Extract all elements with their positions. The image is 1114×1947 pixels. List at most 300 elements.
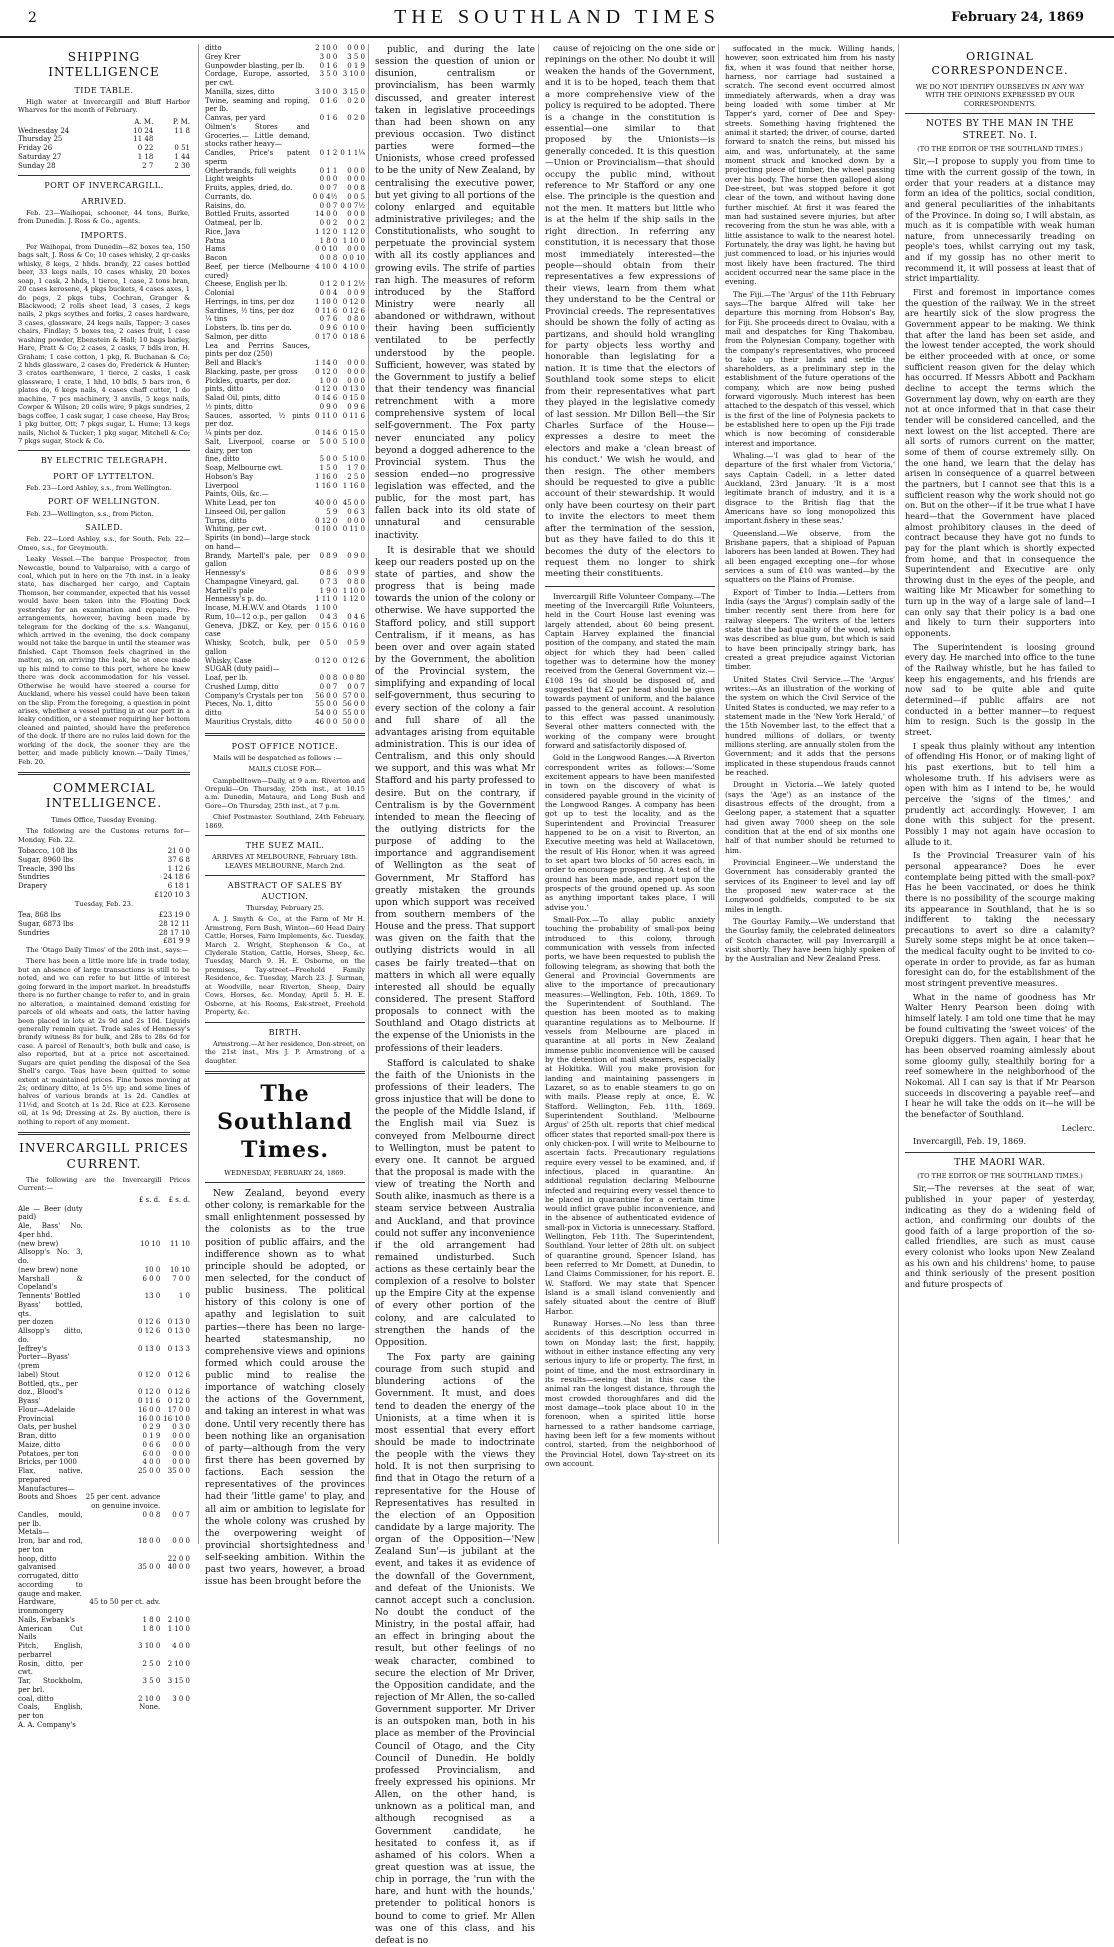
price-cell: Oilmen's Stores and Groceries.— Little demand, stocks rather heavy— — [205, 122, 310, 149]
price-cell: 0 9 6 — [319, 324, 338, 332]
price-cell — [337, 604, 365, 613]
price-cell: 0 0 7 — [172, 1510, 190, 1519]
price-cell: Ale — Beer (duty paid) — [18, 1204, 83, 1222]
customs-intro: The following are the Customs returns for—Monday, Feb. 22. — [18, 827, 190, 844]
price-cell: Sardines, ½ tins, per doz — [205, 306, 294, 315]
price-row — [205, 604, 365, 613]
price-row — [205, 97, 365, 115]
customs-monday-cell: 37 6 8 — [167, 855, 190, 864]
price-cell: 0 0 0 — [172, 1449, 190, 1458]
price-cell: Colonial — [205, 289, 235, 297]
price-row — [205, 552, 365, 570]
tide-intro: High water at Invercargill and Bluff Harbor Wharves for the month of February. — [18, 97, 190, 115]
price-cell: 0 0 8 — [319, 254, 338, 262]
price-cell — [83, 1248, 161, 1266]
price-cell — [160, 1703, 190, 1721]
price-row — [205, 482, 365, 491]
price-cell: doz., Blood's — [18, 1388, 63, 1397]
price-cell: 16 10 0 — [163, 1414, 190, 1423]
price-cell: Crushed Lump, ditto — [205, 682, 279, 691]
price-cell: Bacon — [205, 254, 227, 262]
customs-monday-row — [18, 873, 190, 882]
price-cell: according to gauge and maker. — [18, 1580, 83, 1598]
price-cell: Oatmeal, per lb. — [205, 219, 263, 227]
price-cell: Coals, English, per ton — [18, 1703, 83, 1721]
tide-cell: 2 30 — [174, 161, 190, 170]
price-cell: 0 8 6 — [319, 569, 338, 577]
price-cell: 0 12 0 — [138, 1370, 161, 1379]
price-cell: Incase, M.H.W.V. and Otards — [205, 604, 307, 612]
price-cell: 22 0 0 — [167, 1554, 190, 1563]
auction-date: Thursday, February 25. — [246, 903, 324, 912]
mails-close-label: MAILS CLOSE FOR— — [248, 765, 322, 774]
price-cell: 0 1 6 — [319, 96, 338, 105]
price-cell — [160, 1721, 190, 1730]
price-cell — [18, 1502, 83, 1511]
customs-tuesday-cell: 28 17 10 — [158, 928, 190, 937]
commercial-heading: COMMERCIAL INTELLIGENCE. — [45, 781, 163, 811]
price-row — [205, 473, 365, 482]
leader-opening: New Zealand, beyond every other colony, is remarkable for the small enlightenment possessed by the colonists as to the true position of public affairs, and the indifference shown as to what principle should be adopted, or men selected, for the conduct of public business. The political history of this colony is one of apathy and legislation to suit parties—there has been no large-hearted statesmanship, no comprehensive views and opinions formed which could arouse the public mind to realise the importance of watching closely the actions of the Government, and taking an interest in what was done. Until very recently there has been nothing like an organisation of party—although from the very first there has been governed by factions. Each session the representatives of the provinces had their 'little game' to play, and all aim or ambition to legislate for the whole colony was crushed by the overpowering weight of provincial shortsightedness and self-seeking ambition. Within the past two years, however, a broad issue has been brought before the — [205, 1188, 365, 1588]
tide-cell — [153, 135, 190, 144]
correspondence-heading: ORIGINAL CORRESPONDENCE. — [931, 50, 1069, 78]
price-cell: Marshall & Copeland's — [18, 1274, 83, 1292]
runaway-horses-article: Runaway Horses.—No less than three accidents of this description occurred in town on Monday last; the first, happily, without in either instance effecting any very serious injury to life or property. The first, in point of time, and the most extraordinary in its results—seeing that in this case the animal ran the longest distance, through the most crowded thoroughfares and did the most damage—took place about 10 in the forenoon, when a spirited little horse harnessed to a rather handsome carriage, having been left for a few moments without control, started, from the neighborhood of the Provincial Hotel, down Tay-street on its own account. — [545, 1319, 715, 1469]
leader-continued: cause of rejoicing on the one side or repinings on the other. No doubt it will weaken the hands of the Government, and it is to be hoped, teach them that a more comprehensive view of the policy is required to be adopted. There is a change in the constitution is essential—one similar to that proposed by the Unionists—is generally conceded. It is this question—Union or Provincialism—that should occupy the public mind, without reference to Mr Stafford or any one else. The principle is the question and not the men. It matters but little who is at the helm if the ship sails in the right direction. In referring any constitution, it is necessary that those most immediately interested—the people—should obtain from their representatives a few expressions of their views, learn from them what they understand to be the Central or Provincial creeds. The representatives should be shown the folly of acting as partizans, and should hold wrangling for party objects less worthy and honorable than legislating for a nation. It is time that the electors of Southland took some steps to elicit from their representatives what part they played in the legislative comedy of last session. Mr Dillon Bell—the Sir Charles Surface of the House—expresses a desire to meet the electors and make a 'clean breast of his conduct.' We wish he would, and then resign. The other members should be requested to give a public account of their stewardship. It would only have been courtesy on their part to invite the electors to meet them after the termination of the session, but as they have failed to do this it becomes the duty of the electors to request them no longer to shirk meeting their constituents. — [545, 44, 715, 580]
price-row — [205, 429, 365, 438]
price-cell: 4 10 0 — [342, 262, 365, 271]
price-cell: 0 2 0 — [347, 96, 365, 105]
price-row — [205, 692, 365, 701]
price-cell: (new brew) — [18, 1239, 59, 1248]
price-cell: Herrings, in tins, per doz — [205, 297, 295, 306]
price-row — [18, 1616, 190, 1625]
otago-text: There has been a little more life in trade today, but an absence of large transactions is still to be noted, and we can refer to but little of interest going forward in the import market. In breadstuffs there is no further change to refer to, and in grain no alteration, a maintained demand existing for parcels of old wheats and oats, the latter having been placed in lots at 2s 9d and 2s 10d. Liquids generally remain quiet. Trade sales of Hennessy's brandy witness 8s for bulk, and 28s to 28s 6d for case. A parcel of Renault's, both bulk and case, is also reported, but at a price not ascertained. Sugars are quiet pending the disposal of the Sea Shell's cargo. Teas have been quitted to some extent at maintained prices. Fine boxes moving at 2s; ordinary ditto, at 1s 5½ up; and some lines of halves of various brands at 1s 2d. Candles at 11½d, and Scotch at 1s 2d. Rice at £23. Kerosene oil, at 1s 9d; Dressing at 2s. By auction, there is nothing to report of any moment. — [18, 957, 190, 1126]
price-row — [205, 490, 365, 499]
customs-monday-row — [18, 865, 190, 874]
tide-cell: 0 22 — [137, 144, 154, 153]
customs-monday-cell: 21 0 0 — [167, 847, 190, 856]
price-row — [18, 1660, 190, 1678]
price-cell: fine, ditto — [205, 455, 240, 464]
price-cell: 5 9 — [326, 507, 338, 516]
notes-place: Invercargill, Feb. 19, 1869. — [913, 1136, 1027, 1147]
price-row — [205, 324, 365, 333]
customs-tuesday-row — [18, 929, 190, 938]
price-cell: galvanised corrugated, ditto — [18, 1563, 79, 1581]
prices-col-item — [18, 1196, 83, 1205]
customs-tuesday-cell: 28 12 11 — [158, 919, 190, 928]
price-row — [205, 403, 365, 412]
price-cell: Flour—Adelaide — [18, 1405, 76, 1414]
price-cell: Turps, ditto — [205, 516, 247, 525]
price-cell: 2 10 0 — [315, 44, 338, 52]
page-header — [0, 0, 1114, 38]
price-cell: 40 0 0 — [315, 499, 338, 507]
price-row — [18, 1275, 190, 1293]
price-cell: (new brew) none — [18, 1265, 78, 1274]
tide-cell: Saturday 27 — [18, 152, 62, 161]
price-row — [18, 1423, 190, 1432]
price-cell: Rosin, ditto, per cwt. — [18, 1659, 83, 1677]
price-cell: Soap, Melbourne cwt. — [205, 464, 284, 472]
price-cell: 0 0 7 — [319, 682, 338, 691]
price-cell: 0 11 6 — [138, 1397, 161, 1406]
price-cell — [160, 1380, 190, 1389]
price-cell: 1 10 0 — [315, 604, 338, 612]
price-cell: 0 7 6 — [319, 315, 338, 324]
price-cell: 50 0 0 — [342, 717, 365, 726]
price-cell: 0 0 0 — [172, 1458, 190, 1467]
price-cell: 0 12 6 — [138, 1318, 161, 1327]
price-cell: 1 10 0 — [342, 236, 365, 245]
price-cell: Nails, Ewbank's — [18, 1615, 75, 1624]
price-cell: Candles, Price's patent sperm — [205, 149, 310, 166]
price-cell: 0 12 0 — [138, 1388, 161, 1397]
divider — [205, 835, 365, 836]
customs-monday-cell: 6 18 1 — [167, 882, 190, 891]
price-cell: 2 5 0 — [142, 1659, 161, 1668]
price-row — [205, 167, 365, 176]
price-cell: 1 12 0 — [315, 227, 338, 236]
price-cell — [83, 1222, 161, 1240]
price-cell: 0 12 6 — [138, 1327, 161, 1336]
price-row — [205, 88, 365, 97]
price-cell: Boots and Shoes — [18, 1493, 77, 1502]
price-row — [18, 1205, 190, 1223]
drought-article: Drought in Victoria.—We lately quoted (says the 'Age') as an instance of the disastrous effects of the drought, from a Geelong paper, a statement that a squatter had given away 7000 sheep on the sole condition that at the end of six months one half of that number should be returned to him. — [725, 780, 895, 855]
maori-war-text: Sir,—The reverses at the seat of war, published in your paper of yesterday, indicating as they do a widening field of action, and confirming our doubts of the good faith of a large proportion of the so-called friendlies, are such as must cause every colonist who looks upon New Zealand as his own and his childrens' home, to pause and think seriously of the present position and future prospects of — [905, 1183, 1095, 1290]
price-row — [18, 1371, 190, 1380]
price-cell: Porter—Byass' (prem — [18, 1353, 70, 1371]
price-row — [205, 534, 365, 552]
masthead: The Southland Times. — [217, 1081, 353, 1164]
price-cell: 0 0 10 — [342, 254, 365, 262]
price-cell: 0 14 6 — [315, 429, 338, 437]
price-cell: 2 10 0 — [167, 1659, 190, 1668]
price-cell: ditto — [205, 44, 222, 52]
price-row — [205, 219, 365, 228]
suez-text: ARRIVES AT MELBOURNE, February 18th. LEAVES MELBOURNE, March 2nd. — [211, 853, 358, 870]
price-cell — [337, 665, 365, 674]
price-row — [205, 613, 365, 622]
price-cell: 45 to 50 per ct. adv. — [89, 1598, 161, 1607]
prices-intro: The following are the Invercargill Prices Current:— — [18, 1175, 190, 1193]
price-cell: Manilla, sizes, ditto — [205, 87, 275, 96]
price-row — [205, 587, 365, 596]
price-cell: 3 0 0 — [319, 52, 338, 61]
price-cell: 0 0 0 — [172, 1537, 190, 1546]
price-cell: Hobson's Bay — [205, 472, 254, 481]
price-cell: Rum, 10—12 o.p., per gallon — [205, 612, 307, 621]
divider — [18, 450, 190, 451]
price-cell: 0 15 0 — [342, 429, 365, 437]
price-row — [18, 1511, 190, 1529]
price-cell: 3 5 0 — [142, 1677, 161, 1686]
price-cell: 1 5 0 — [319, 464, 338, 472]
price-cell: 5 0 0 — [319, 437, 338, 446]
price-cell: Hardware, ironmongery — [18, 1598, 64, 1616]
runaway-continued: suffocated in the muck. Willing hands, however, soon extricated him from his nasty fix, when it was found that neither horse, harness, nor carriage had sustained a scratch. The second event occurred almost immediately afterwards, when a dray was being loaded with some timber at Mr Tapper's yard, corner of Dee and Spey-streets. Something having frightened the animal it started; the driver, of course, darted forward to snatch the reins, but missed his aim, and was, unfortunately, at the same moment struck and knocked down by a projecting piece of timber, the wheel passing over his body. The horse then galloped along Dee-street, but was stopped before it got clear of the town, and without having done further mischief. At first it was feared the man had sustained severe injuries, but after recovering from the stun he was able, with a little assistance to walk to the nearest hotel. Fortunately, the dray was light, he having but just commenced to load, or his injuries would most likely have been fractured. The third accident occurred near the same place in the evening. — [725, 44, 895, 287]
price-cell: 35 0 0 — [138, 1563, 161, 1572]
price-cell: Tennents' Bottled — [18, 1292, 81, 1301]
price-cell: hoop, ditto — [18, 1554, 57, 1563]
tide-cell: Friday 26 — [18, 144, 53, 153]
price-cell — [310, 123, 338, 149]
maori-to-editor: (TO THE EDITOR OF THE SOUTHLAND TIMES.) — [917, 1171, 1083, 1180]
price-cell — [160, 1353, 190, 1371]
price-row — [205, 368, 365, 377]
price-cell: 0 13 0 — [138, 1344, 161, 1353]
price-cell: Byass' bottled, qts. — [18, 1300, 83, 1318]
price-cell — [160, 1301, 190, 1319]
wellington-sailed: Feb. 22—Lord Ashley, s.s., for South. Feb. 22—Omeo, s.s., for Greymouth. — [18, 535, 190, 552]
price-row — [18, 1406, 190, 1415]
price-cell: Light weights — [205, 175, 254, 184]
price-cell: 0 9 0 — [347, 551, 365, 560]
price-cell: 3 10 0 — [342, 70, 365, 79]
notes-para-6: What in the name of goodness has Mr Walter Henry Pearson been doing with himself lately. I am told one time that he may be found cultivating the 'sweet voices' of the Orepuki diggers. Then again, I hear that he has been observed roaming aimlessly about some gloomy gully, stealthily boring for a reef somewhere in the neighborhood of the Nokomai. All I can say is that if Mr Pearson succeeds in discovering a payable reef—and I hear he will take the odds on it—he will be the benefactor of Southland. — [905, 991, 1095, 1119]
price-cell: Whisky, Case — [205, 656, 252, 665]
prices-col-from: £ s. d. — [138, 1195, 161, 1204]
price-cell: Paints, Oils, &c.— — [205, 490, 269, 499]
notes-heading: NOTES BY THE MAN IN THE STREET. No. I. — [925, 119, 1075, 141]
price-cell: Candles, mould, per lb. — [18, 1510, 83, 1528]
price-cell — [310, 342, 338, 360]
notes-para-1: Sir,—I propose to supply you from time to time with the current gossip of the town, in order that your readers at a distance may form an idea of the politics, social condition, and general peculiarities of the inhabitants of the Province. In doing so, I will abstain, as much as it is compatible with weak human nature, from unnecessarily treading on people's toes, whilst carrying out my task, and if my gossip has no other merit to recommend it, it will possess at least that of strict impartiality. — [905, 156, 1095, 284]
price-cell: 1 16 0 — [315, 481, 338, 490]
price-row — [205, 718, 365, 727]
price-cell: pints, ditto — [205, 385, 244, 394]
customs-monday-cell: 1 12 6 — [167, 864, 190, 873]
price-row — [205, 517, 365, 526]
price-cell: 3 10 0 — [315, 87, 338, 96]
price-cell — [160, 1485, 190, 1494]
price-row — [18, 1502, 190, 1511]
price-cell — [83, 1528, 161, 1537]
price-row — [18, 1555, 190, 1564]
tide-cell: 2 7 — [142, 161, 154, 170]
price-cell: 0 0 4½ — [312, 192, 338, 201]
leader-b3: The Fox party are gaining courage from such stupid and blundering actions of the Government. It must, and does tend to deaden the energy of the Unionists, at a time when it is most essential that every effort should be made to indoctrinate the people with the views they hold. It is not then surprising to find that in Otago the return of a representative for the House of Representatives has resulted in the election of an Opposition candidate by a large majority. The organ of the Opposition—'New Zealand Sun'—is jubilant at the event, and takes it as evidence of the downfall of the Government, and defeat of the Unionists. We cannot accept such a conclusion. No doubt the conduct of the Ministry, in the postal affair, had an effect in bringing about the result, but other feelings of no weak character, combined to secure the election of Mr Driver, the Opposition candidate, and the rejection of Mr Allen, the so-called Government supporter. Mr Driver is an outspoken man, both in his place as member of the Provincial Council of Otago, and the City Council of Dunedin. He boldly professed Provincialism, and freely expressed his opinions. Mr Allen, on the other hand, is unknown as a political man, and although recognised as a Government candidate, he hesitated to confess it, as if ashamed of his colors. When a great question was at issue, the chip in porrage, the 'run with the hare, and hunt with the hounds,' pretender to political honors is bound to come to grief. Mr Allen was one of this class, and his defeat is no — [375, 1353, 535, 1946]
price-cell: 2 10 0 — [138, 1694, 161, 1703]
price-cell: 35 0 0 — [167, 1467, 190, 1476]
timber-export-article: Export of Timber to India.—Letters from India (says the 'Argus') complain sadly of the timber recently sent there from here for railway sleepers. The writers of the letters state that the bad quality of the wood, which was described as blue gum, but which is said to have been principally stringy bark, has created a great prejudice against Victorian timber. — [725, 587, 895, 672]
price-row — [205, 70, 365, 88]
customs-dateline: Times Office, Tuesday Evening. — [51, 815, 157, 824]
price-cell: Canvas, per yard — [205, 114, 266, 122]
divider — [18, 175, 190, 176]
price-cell: 4 0 0 — [142, 1458, 161, 1467]
price-cell — [83, 1721, 161, 1730]
tide-row — [18, 127, 190, 136]
customs-tuesday-cell — [18, 937, 124, 946]
price-cell: Currants, do. — [205, 192, 252, 201]
price-row — [18, 1292, 190, 1301]
customs-monday-table — [18, 847, 190, 900]
engineer-article: Provincial Engineer.—We understand the Government has considerably granted the services of its Engineer to level and lay off the proposed new water-race at the Longwood goldfields, computed to be six miles in length. — [725, 857, 895, 914]
price-cell: 0 6 6 — [142, 1440, 161, 1449]
price-row — [205, 307, 365, 316]
price-cell: 0 13 0 — [167, 1318, 190, 1327]
price-cell: 0 12 6 — [342, 656, 365, 665]
newspaper-title: THE SOUTHLAND TIMES — [394, 6, 720, 28]
price-cell: 1 8 0 — [319, 236, 338, 245]
price-cell: Rice, Java — [205, 227, 241, 236]
price-cell: Allsopp's ditto, do. — [18, 1327, 83, 1344]
divider — [205, 1182, 365, 1183]
price-cell: 25 per cent. advance — [85, 1493, 161, 1502]
lyttelton-text: Feb. 23—Lord Ashley, s.s., from Wellington. — [26, 483, 172, 492]
customs-monday-cell: 24 18 6 — [163, 873, 190, 882]
price-cell: Maize, ditto — [18, 1440, 61, 1449]
prices-header-row — [18, 1196, 190, 1205]
price-cell: 0 2 0 — [347, 114, 365, 122]
price-cell: per dozen — [18, 1318, 54, 1327]
price-cell: Metals— — [18, 1528, 50, 1537]
price-cell: 1 10 0 — [167, 1624, 190, 1633]
price-cell: 0 0 0 — [347, 175, 365, 184]
price-cell: 1 8 0 — [142, 1624, 161, 1633]
fiji-article: The Fiji.—The 'Argus' of the 11th February says—The barque Alfred will take her departure this morning from Hobson's Bay, for Fiji. She proceeds direct to Ovalau, with a mail and despatches for King Thakombau, from the Polynesian Company, together with the company's representatives, who proceed to take up their lands and settle the shareholders, as a preliminary step in the establishment of the future operations of the company, which are now being pushed forward vigorously. Much interest has been attached to the despatch of this vessel, which is the first of the line of Polynesia packets to be established here to open up the Fiji trade which is now becoming of considerable interest and importance. — [725, 289, 895, 448]
price-row — [18, 1318, 190, 1327]
price-cell: 4 10 0 — [315, 262, 338, 271]
price-row — [205, 263, 365, 281]
customs-tuesday-cell: Tea, 868 lbs — [18, 911, 61, 919]
leader-top: public, and during the late session the question of union or disunion, centralism or provincialism, has been warmly discussed, and greater interest taken in legislative proceedings than had been shown on any previous occasion. Two distinct parties were formed—the Unionists, whose creed professed to be the unity of New Zealand, by centralising the executive power, but yet giving to all portions of the colony enlarged and equitable administrative privileges; and the Constitutionalists, who sought to perpetuate the provincial system with all its costly appliances and growing evils. The strife of parties ran high. The measures of reform introduced by the Stafford Ministry were nearly all abandoned or withdrawn, without their having been sufficiently ventilated to be perfectly understood by the people. Sufficient, however, was stated by the Government to justify a belief that their tendency was financial retrenchment with a more comprehensive system of local self-government. The Fox party never enunciated any policy beyond a dogged adherence to the Provincial system. Thus the session ended—no progressive legislation was effected, and the public, for the most part, has fallen back into its old state of unnatural and censurable inactivity. — [375, 45, 535, 541]
price-cell: Sauces, assorted, ½ pints per doz. — [205, 411, 310, 429]
longwood-gold-article: Gold in the Longwood Ranges.—A Riverton correspondent writes as follows:—'Some excitement appears to have been manifested in town on the discovery of what is considered payable ground in the vicinity of the Longwood Ranges. A company has been got up to test the locality, and as the Superintendent and Provincial Treasurer happened to be on a visit to Riverton, an Executive meeting was held at Wallacetown, the result of His Honor, when it was agreed to set apart two blocks of 50 acres each, in order to encourage prospecting. A test of the ground has been made, and report upon the prospects of the ground opened up. As soon as anything important takes place, I will advise you.' — [545, 753, 715, 912]
columns — [18, 44, 1100, 1946]
price-row — [205, 525, 365, 534]
price-cell — [160, 1248, 190, 1266]
prices-table-2 — [205, 44, 365, 727]
price-cell: 0 5 0 — [319, 639, 338, 647]
price-cell: 16 0 0 — [138, 1414, 161, 1423]
price-cell: Champagne Vineyard, gal. — [205, 577, 300, 586]
price-cell — [337, 123, 365, 149]
price-cell: 1 12 0 — [342, 595, 365, 604]
price-cell: 46 0 0 — [315, 717, 338, 726]
price-cell: 3 0 0 — [172, 1694, 190, 1703]
price-cell: 0 0 0 — [172, 1440, 190, 1449]
price-cell: 5 0 0 — [319, 455, 338, 464]
tide-cell: 11 8 — [174, 126, 190, 135]
tide-col-day — [18, 118, 111, 127]
price-cell: 0 12 0 — [315, 656, 338, 665]
port-heading: PORT OF INVERCARGILL. — [44, 181, 164, 191]
price-cell: 0 1 2 — [319, 280, 338, 289]
price-cell: Twine, seaming and roping, per lb. — [205, 96, 310, 114]
customs-monday-cell: Drapery — [18, 882, 48, 891]
customs-monday-row — [18, 891, 190, 900]
price-cell — [310, 534, 338, 552]
price-cell: 1 10 0 — [315, 297, 338, 306]
suez-heading: THE SUEZ MAIL. — [245, 841, 325, 851]
price-cell — [160, 1205, 190, 1223]
price-cell: 2 10 0 — [167, 1615, 190, 1624]
price-row — [18, 1450, 190, 1459]
price-cell: 3 15 0 — [342, 87, 365, 96]
price-cell: 13 0 — [144, 1292, 161, 1301]
price-row — [18, 1301, 190, 1319]
price-cell: 1 16 0 — [315, 472, 338, 481]
price-cell: Bell and Black's — [205, 359, 262, 367]
price-cell: 0 0 0 — [347, 376, 365, 385]
price-cell: Spirits (in bond)—large stock on hand— — [205, 534, 310, 551]
maori-war-heading: THE MAORI WAR. — [954, 1157, 1046, 1168]
price-row — [18, 1248, 190, 1266]
tide-cell: Thursday 25 — [18, 135, 63, 144]
price-cell: 3 10 0 — [138, 1642, 161, 1651]
price-cell: 0 0 5 — [347, 192, 365, 201]
post-intro: Mails will be despatched as follows :— — [213, 753, 343, 762]
price-cell: 0 1 2½ — [340, 280, 365, 289]
price-cell: 0 12 0 — [315, 516, 338, 525]
price-cell: 0 1 9 — [142, 1432, 161, 1441]
arrived-text: Feb. 23—Waihopai, schooner, 44 tons, Burke, from Dunedin. J. Ross & Co., agents. — [18, 208, 190, 226]
arrived-label: ARRIVED. — [81, 196, 127, 206]
price-cell: Cordage, Europe, assorted, per cwt. — [205, 70, 310, 87]
divider — [18, 772, 190, 775]
price-cell: 0 0 7½ — [340, 201, 365, 210]
tide-cell: 1 18 — [137, 152, 154, 161]
price-cell: 55 0 0 — [315, 700, 338, 709]
price-cell: 0 0 10 — [315, 245, 338, 254]
column-4 — [538, 44, 721, 1544]
price-cell: Martell's pale — [205, 586, 254, 595]
price-cell: Liverpool — [205, 481, 239, 490]
price-cell — [160, 1581, 190, 1599]
price-cell: 10 10 — [169, 1265, 190, 1274]
divider — [205, 733, 365, 736]
price-cell: Potatoes, per ton — [18, 1449, 79, 1458]
price-cell: 0 11 0 — [315, 411, 338, 420]
price-row — [205, 245, 365, 254]
price-row — [205, 237, 365, 246]
price-cell: 0 0 8 — [142, 1510, 161, 1519]
customs-monday-cell: Tobacco, 108 lbs — [18, 847, 78, 856]
post-office-heading: POST OFFICE NOTICE. — [231, 741, 339, 751]
lyttelton-heading: PORT OF LYTTELTON. — [53, 471, 155, 481]
auction-text: A. J. Smyth & Co., at the Farm of Mr H. Armstrong, Fern Bush, Winton—60 Head Dairy Cattle, Horses, Farm Implements, &c. Tuesday, March 2. Wright, Stephenson & Co., at Clyderale Station, Cattle, Horses, Sheep, &c. Tuesday, March 9. H. E. Osborne, on the premises, Tay-street—Freehold Family Residence, &c. Tuesday, March 23. J. Surman, at Woodville, near Riverton, Sheep, Dairy Cows, Horses, &c. Monday, April 5. H. E. Osborne, at his Rooms, Esk-street, Freehold Property, &c. — [205, 915, 365, 1017]
divider — [905, 113, 1095, 114]
price-cell: ¼ pints per doz. — [205, 429, 263, 437]
price-cell: 0 0 2 — [319, 219, 338, 227]
price-cell: 0 10 0 — [342, 324, 365, 332]
customs-tuesday-cell: Sundries — [18, 928, 50, 937]
price-cell: Otherbrands, full weights — [205, 166, 297, 175]
price-cell: None. — [139, 1703, 161, 1712]
customs-tuesday-cell: £23 19 0 — [158, 911, 190, 919]
price-cell: ½ pints, ditto — [205, 402, 253, 411]
tide-cell: Sunday 28 — [18, 161, 56, 170]
price-cell: Pickles, quarts, per doz. — [205, 376, 291, 385]
price-cell: 0 12 0 — [315, 367, 338, 376]
price-row — [18, 1598, 190, 1616]
price-row — [205, 315, 365, 324]
price-cell: 0 0 0 — [347, 44, 365, 52]
price-cell: 0 0 7 — [347, 682, 365, 691]
price-cell: 0 8 0 — [347, 577, 365, 586]
customs-tuesday-cell: £81 9 9 — [163, 937, 190, 946]
price-cell: 1 10 0 — [342, 586, 365, 595]
price-cell: American Cut Nails — [18, 1624, 83, 1642]
price-cell: 0 1 1¼ — [340, 149, 365, 157]
price-row — [18, 1345, 190, 1354]
price-row — [18, 1458, 190, 1467]
price-cell: Linseed Oil, per gallon — [205, 507, 286, 516]
